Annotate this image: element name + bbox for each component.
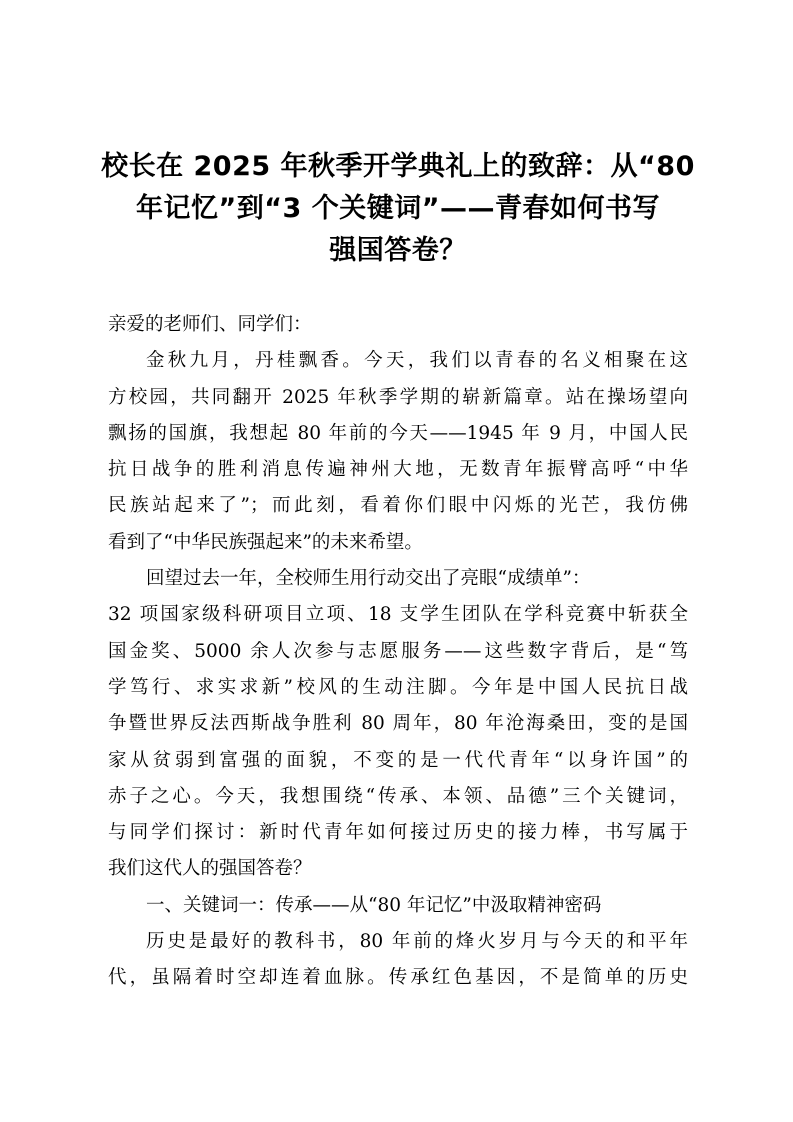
body-line: 方校园，共同翻开 2025 年秋季学期的崭新篇章。站在操场望向 <box>108 386 688 408</box>
body-line: 学笃行、求实求新”校风的生动注脚。今年是中国人民抗日战 <box>108 676 688 698</box>
body-line: 抗日战争的胜利消息传遍神州大地，无数青年振臂高呼“中华 <box>108 459 688 481</box>
title-line-1: 校长在 2025 年秋季开学典礼上的致辞：从“80 <box>101 151 695 182</box>
body-line: 回望过去一年，全校师生用行动交出了亮眼“成绩单”： <box>146 568 591 590</box>
body-line: 民族站起来了”；而此刻，看着你们眼中闪烁的光芒，我仿佛 <box>108 495 688 517</box>
document-title <box>100 146 696 272</box>
body-line: 争暨世界反法西斯战争胜利 80 周年，80 年沧海桑田，变的是国 <box>108 713 688 735</box>
title-line-2: 年记忆”到“3 个关键词”——青春如何书写 <box>136 193 660 224</box>
body-line: 历史是最好的教科书，80 年前的烽火岁月与今天的和平年 <box>146 931 688 953</box>
section-heading: 一、关键词一：传承——从“80 年记忆”中汲取精神密码 <box>146 894 602 916</box>
body-line: 看到了“中华民族强起来”的未来希望。 <box>108 531 423 553</box>
body-line: 与同学们探讨：新时代青年如何接过历史的接力棒，书写属于 <box>108 822 688 844</box>
salutation: 亲爱的老师们、同学们： <box>108 314 312 335</box>
body-line: 我们这代人的强国答卷？ <box>108 858 312 880</box>
body-line: 金秋九月，丹桂飘香。今天，我们以青春的名义相聚在这 <box>146 350 688 372</box>
document-body <box>108 307 688 997</box>
body-line: 国金奖、5000 余人次参与志愿服务——这些数字背后，是“笃 <box>108 640 688 662</box>
body-line: 家从贫弱到富强的面貌，不变的是一代代青年“以身许国”的 <box>108 749 688 771</box>
body-line: 飘扬的国旗，我想起 80 年前的今天——1945 年 9 月，中国人民 <box>108 422 688 444</box>
body-line: 代，虽隔着时空却连着血脉。传承红色基因，不是简单的历史 <box>108 967 688 989</box>
title-line-3: 强国答卷？ <box>329 235 467 266</box>
body-line: 32 项国家级科研项目立项、18 支学生团队在学科竞赛中斩获全 <box>108 604 688 626</box>
body-line: 赤子之心。今天，我想围绕“传承、本领、品德”三个关键词， <box>108 785 688 807</box>
